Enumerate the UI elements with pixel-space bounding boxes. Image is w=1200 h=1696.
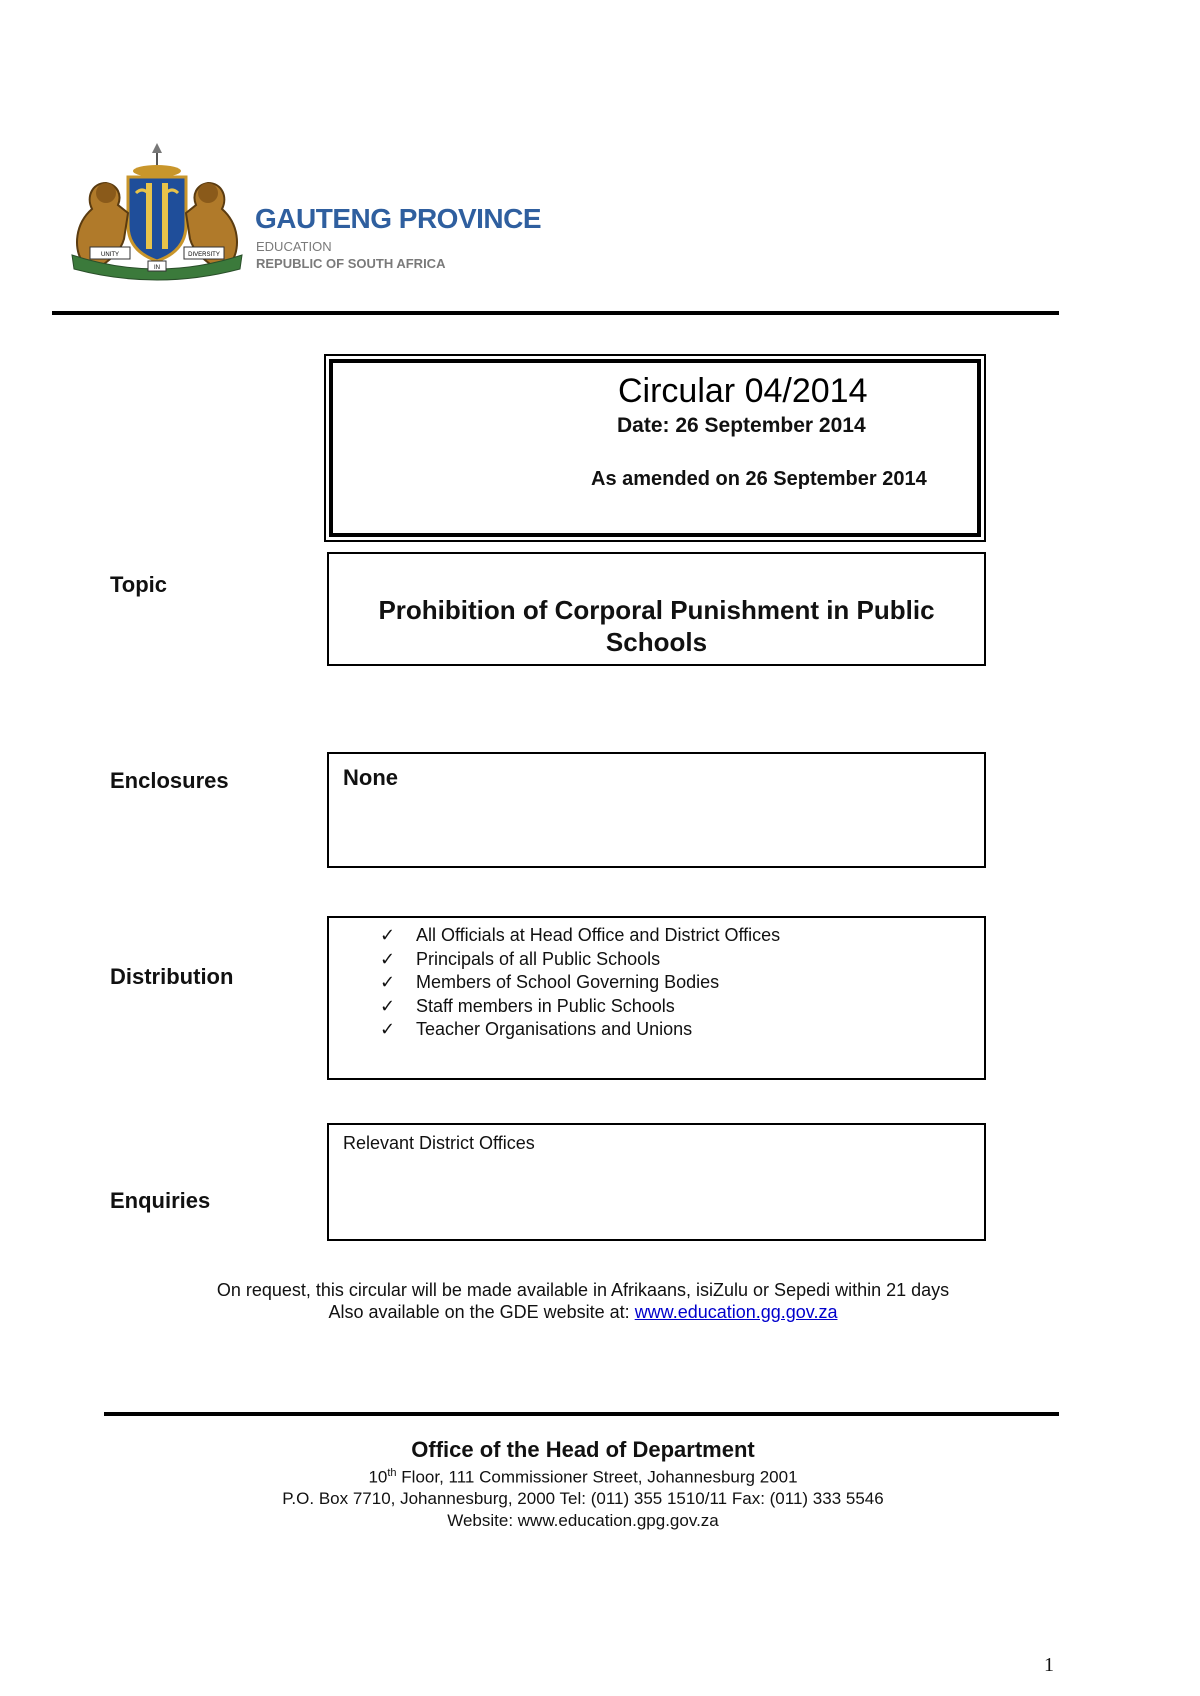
check-icon: ✓ (380, 995, 396, 1016)
distribution-item: ✓ Members of School Governing Bodies (380, 971, 780, 995)
circular-amended: As amended on 26 September 2014 (591, 468, 927, 490)
distribution-item: ✓ Teacher Organisations and Unions (380, 1018, 780, 1042)
distribution-item: ✓ Principals of all Public Schools (380, 948, 780, 972)
distribution-list (380, 924, 780, 1042)
office-title: Office of the Head of Department (411, 1437, 755, 1462)
address-line-3: Website: www.education.gpg.gov.za (447, 1511, 719, 1530)
enquiries-value: Relevant District Offices (343, 1133, 535, 1153)
enclosures-label: Enclosures (110, 768, 229, 793)
enclosures-value: None (343, 765, 398, 790)
coat-of-arms-logo (62, 143, 252, 283)
logo-ribbon-left: UNITY (101, 252, 119, 258)
check-icon: ✓ (380, 1019, 396, 1039)
circular-title: Circular 04/2014 (618, 372, 868, 410)
distribution-label: Distribution (110, 964, 234, 989)
logo-ribbon-right: DIVERSITY (188, 252, 220, 258)
distribution-item: ✓ All Officials at Head Office and District Offices (380, 924, 780, 948)
check-icon: ✓ (380, 925, 396, 945)
distribution-item: ✓ Staff members in Public Schools (380, 995, 780, 1019)
address-line-2: P.O. Box 7710, Johannesburg, 2000 Tel: (011) 355 1510/11 Fax: (011) 333 5546 (282, 1489, 884, 1508)
address-line-1: 10th Floor, 111 Commissioner Street, Johannesburg 2001 (368, 1467, 798, 1487)
check-icon: ✓ (380, 972, 396, 992)
website-note: Also available on the GDE website at: www.education.gg.gov.za (328, 1302, 838, 1322)
brand-department: EDUCATION (256, 239, 332, 254)
topic-value: Prohibition of Corporal Punishment in Public Schools (378, 595, 935, 657)
logo-ribbon-mid: IN (154, 265, 160, 271)
website-link[interactable]: www.education.gg.gov.za (634, 1302, 838, 1322)
enquiries-label: Enquiries (110, 1188, 211, 1213)
language-note: On request, this circular will be made available in Afrikaans, isiZulu or Sepedi within 21 days (216, 1280, 950, 1300)
header-divider (52, 311, 1059, 315)
circular-date: Date: 26 September 2014 (617, 414, 866, 437)
page-number: 1 (1044, 1654, 1054, 1676)
enclosures-box (327, 752, 986, 868)
topic-label: Topic (110, 572, 168, 597)
brand-country: REPUBLIC OF SOUTH AFRICA (256, 256, 446, 271)
check-icon: ✓ (380, 948, 396, 969)
footer-divider (104, 1412, 1059, 1416)
brand-name: GAUTENG PROVINCE (255, 203, 542, 234)
